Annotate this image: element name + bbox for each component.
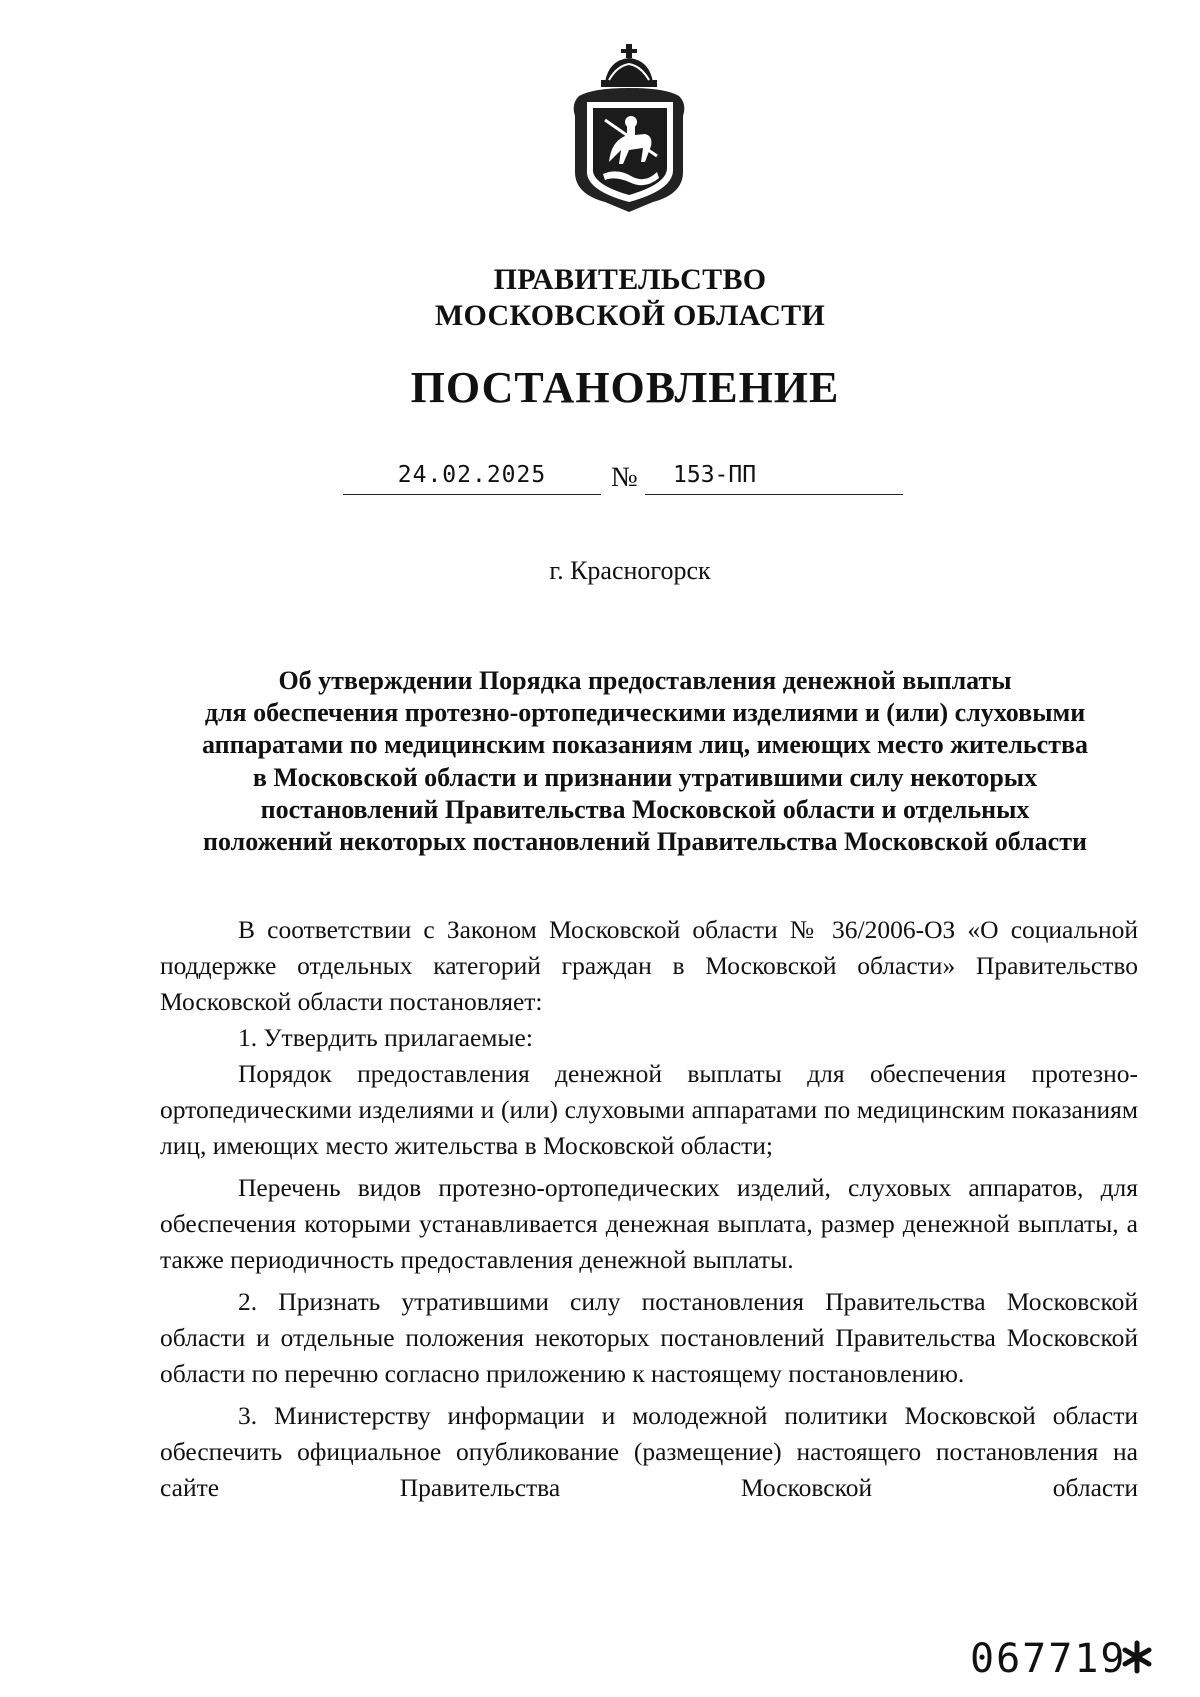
document-date: 24.02.2025 (343, 460, 601, 495)
item-1b-paragraph: Перечень видов протезно-ортопедических изделий, слуховых аппаратов, для обеспечения которыми устанавливается денежная выплата, размер денежной выплаты, а также периодичность предоставления денежной выплаты. (160, 1173, 1138, 1274)
title-line: Об утверждении Порядка предоставления денежной выплаты (278, 666, 1012, 695)
item-2-paragraph: 2. Признать утратившими силу постановления Правительства Московской области и отдельные положения некоторых постановлений Правительства Московской области по перечню согласно приложению к настоящему постановлению. (160, 1287, 1138, 1388)
document-title (150, 665, 1140, 858)
title-line: в Московской области и признании утратившими силу некоторых (252, 762, 1038, 792)
number-sign: № (611, 462, 638, 493)
preamble-paragraph: В соответствии с Законом Московской области № 36/2006-ОЗ «О социальной поддержке отдельных категорий граждан в Московской области» Правительство Московской области постановляет: (160, 915, 1138, 1016)
item-1-paragraph: 1. Утвердить прилагаемые: (238, 1023, 533, 1052)
title-line: постановлений Правительства Московской области и отдельных (260, 794, 1030, 824)
coat-of-arms-emblem (565, 44, 695, 214)
serial-stamp: 067719 (970, 1636, 1127, 1682)
asterisk-icon (1120, 1640, 1154, 1674)
organization-name-line1: ПРАВИТЕЛЬСТВО (493, 263, 767, 296)
city-line: г. Красногорск (549, 556, 711, 585)
title-line: аппаратами по медицинским показаниям лиц, имеющих место жительства (201, 730, 1089, 760)
title-line: для обеспечения протезно-ортопедическими изделиями и (или) слуховыми (204, 698, 1086, 728)
document-body (160, 912, 1138, 1506)
registration-line (343, 460, 903, 500)
organization-name-line2: МОСКОВСКОЙ ОБЛАСТИ (434, 299, 826, 332)
document-number-field (645, 460, 903, 495)
document-type: ПОСТАНОВЛЕНИЕ (410, 363, 840, 412)
document-number: 153-ПП (673, 462, 757, 488)
item-3-paragraph: 3. Министерству информации и молодежной политики Московской области обеспечить официальное опубликование (размещение) настоящего постановления на сайте Правительства Московской области (160, 1401, 1138, 1502)
title-line: положений некоторых постановлений Правительства Московской области (203, 827, 1087, 857)
item-1a-paragraph: Порядок предоставления денежной выплаты для обеспечения протезно-ортопедическими изделиями и (или) слуховыми аппаратами по медицинским показаниям лиц, имеющих место жительства в Московской области; (160, 1059, 1138, 1160)
